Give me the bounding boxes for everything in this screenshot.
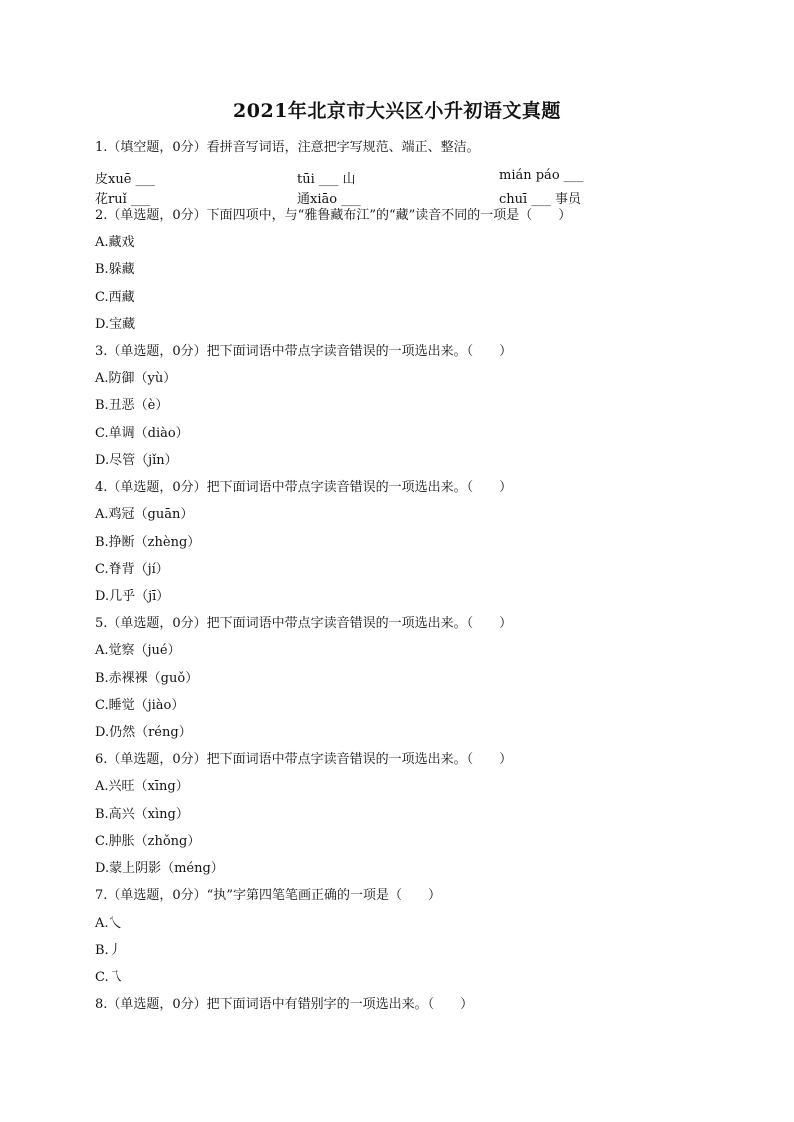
question-6-stem: 6.（单选题，0分）把下面词语中带点字读音错误的一项选出来。（ ） (95, 752, 513, 767)
question-3-option-d: D.尽管（jǐn） (95, 453, 178, 468)
question-2-option-c: C.西藏 (95, 290, 135, 305)
question-2-option-d: D.宝藏 (95, 317, 136, 332)
question-2-option-b: B.躲藏 (95, 262, 135, 277)
page-title: 2021年北京市大兴区小升初语文真题 (233, 100, 561, 122)
question-2-option-a: A.藏戏 (95, 235, 135, 250)
question-6-option-a: A.兴旺（xīng） (95, 779, 189, 794)
question-4-option-b: B.挣断（zhèng） (95, 535, 201, 550)
question-5-stem: 5.（单选题，0分）把下面词语中带点字读音错误的一项选出来。（ ） (95, 616, 513, 631)
question-5-option-b: B.赤裸裸（guǒ） (95, 671, 199, 686)
pinyin-item: 花ruǐ ___ (95, 192, 151, 207)
question-5-option-c: C.睡觉（jiào） (95, 698, 185, 713)
question-1-row-1 (95, 168, 705, 187)
question-1-stem: 1.（填空题，0分）看拼音写词语，注意把字写规范、端正、整洁。 (95, 140, 480, 155)
question-4-stem: 4.（单选题，0分）把下面词语中带点字读音错误的一项选出来。（ ） (95, 480, 513, 495)
question-5-option-d: D.仍然（réng） (95, 725, 192, 740)
question-2-stem: 2.（单选题，0分）下面四项中，与“雅鲁藏布江”的“藏”读音不同的一项是（ ） (95, 208, 572, 223)
pinyin-item: 通xiāo ___ (297, 192, 361, 207)
question-3-option-c: C.单调（diào） (95, 426, 189, 441)
question-5-option-a: A.觉察（jué） (95, 643, 181, 658)
pinyin-item: mián páo ___ (499, 168, 584, 183)
question-3-stem: 3.（单选题，0分）把下面词语中带点字读音错误的一项选出来。（ ） (95, 344, 513, 359)
question-1-row-2 (95, 188, 705, 207)
question-6-option-b: B.高兴（xìng） (95, 807, 189, 822)
pinyin-item: 皮xuē ___ (95, 172, 156, 187)
question-3-option-a: A.防御（yù） (95, 371, 177, 386)
question-7-option-c: C.乁 (95, 970, 122, 985)
pinyin-item: chuī ___ 事员 (499, 192, 581, 207)
question-4-option-a: A.鸡冠（guān） (95, 507, 194, 522)
question-4-option-c: C.脊背（jí） (95, 562, 169, 577)
question-4-option-d: D.几乎（jī） (95, 589, 170, 604)
question-7-option-a: A.乀 (95, 916, 122, 931)
question-6-option-c: C.肿胀（zhǒng） (95, 834, 201, 849)
question-3-option-b: B.丑恶（è） (95, 398, 169, 413)
question-7-option-b: B.丿 (95, 943, 122, 958)
question-6-option-d: D.蒙上阴影（méng） (95, 861, 224, 876)
pinyin-item: tūi ___ 山 (297, 172, 356, 187)
question-8-stem: 8.（单选题，0分）把下面词语中有错别字的一项选出来。（ ） (95, 997, 474, 1012)
question-7-stem: 7.（单选题，0分）“执”字第四笔笔画正确的一项是（ ） (95, 888, 441, 903)
